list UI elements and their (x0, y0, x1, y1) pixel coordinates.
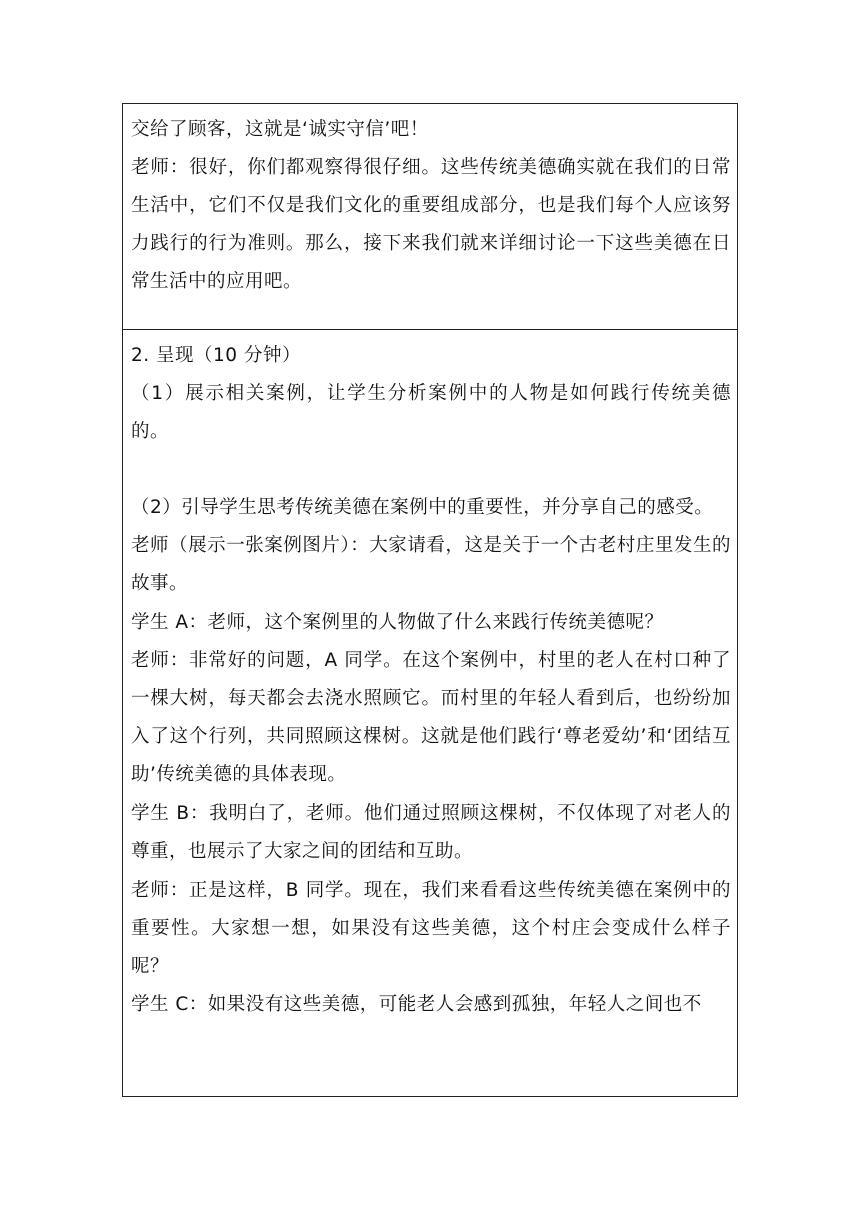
paragraph: （2）引导学生思考传统美德在案例中的重要性，并分享自己的感受。 (131, 497, 714, 518)
paragraph: 学生 C：如果没有这些美德，可能老人会感到孤独，年轻人之间也不 (131, 994, 702, 1015)
paragraph: 学生 A：老师，这个案例里的人物做了什么来践行传统美德呢？ (131, 612, 664, 633)
paragraph: 老师：非常好的问题，A 同学。在这个案例中，村里的老人在村口种了一棵大树，每天都会去浇水照顾它。而村里的年轻人看到后，也纷纷加入了这个行列，共同照顾这棵树。这就是他们践行‘尊老爱幼’和‘团结互助’传统美德的具体表现。 (131, 650, 731, 785)
paragraph: 交给了顾客，这就是‘诚实守信’吧！ (131, 119, 429, 140)
table-cell-presentation-section (123, 330, 737, 1096)
table-cell-dialogue-continuation (123, 104, 737, 330)
section-heading: 2. 呈现（10 分钟） (131, 345, 301, 366)
paragraph: 老师：很好，你们都观察得很仔细。这些传统美德确实就在我们的日常生活中，它们不仅是我们文化的重要组成部分，也是我们每个人应该努力践行的行为准则。那么，接下来我们就来详细讨论一下这些美德在日常生活中的应用吧。 (131, 157, 731, 292)
lesson-table (122, 103, 738, 1097)
paragraph: 老师：正是这样，B 同学。现在，我们来看看这些传统美德在案例中的重要性。大家想一想，如果没有这些美德，这个村庄会变成什么样子呢？ (131, 880, 731, 977)
paragraph: （1）展示相关案例，让学生分析案例中的人物是如何践行传统美德的。 (131, 383, 731, 442)
paragraph: 学生 B：我明白了，老师。他们通过照顾这棵树，不仅体现了对老人的尊重，也展示了大家之间的团结和互助。 (131, 803, 731, 862)
paragraph: 老师（展示一张案例图片）：大家请看，这是关于一个古老村庄里发生的故事。 (131, 535, 731, 594)
